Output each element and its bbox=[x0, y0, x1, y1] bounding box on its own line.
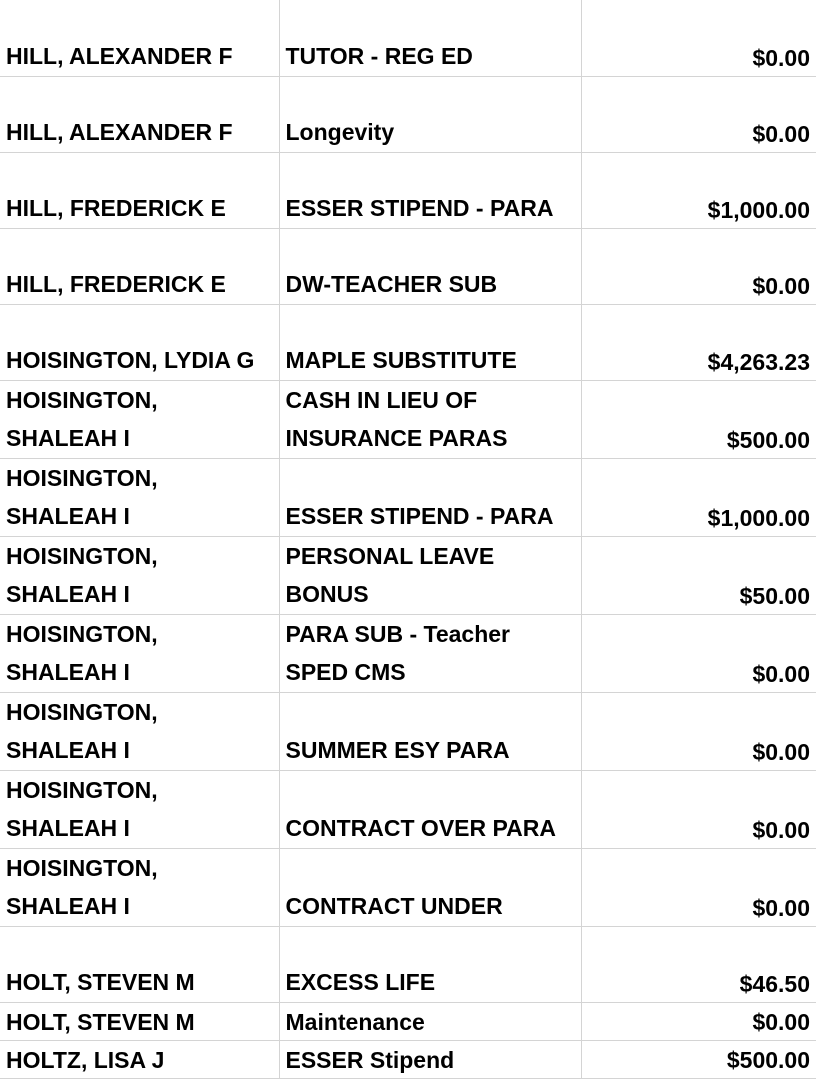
table-row bbox=[0, 152, 816, 228]
pay-description: CONTRACT OVER PARA bbox=[279, 770, 581, 848]
pay-amount: $500.00 bbox=[581, 1040, 816, 1078]
pay-amount: $1,000.00 bbox=[581, 152, 816, 228]
pay-amount: $0.00 bbox=[581, 228, 816, 304]
employee-name: HOLTZ, LISA J bbox=[0, 1040, 279, 1078]
pay-amount: $0.00 bbox=[581, 1002, 816, 1040]
table-row bbox=[0, 1002, 816, 1040]
employee-name: HOISINGTON, SHALEAH I bbox=[0, 770, 279, 848]
pay-amount: $50.00 bbox=[581, 536, 816, 614]
pay-description: CONTRACT UNDER bbox=[279, 848, 581, 926]
pay-description: Longevity bbox=[279, 76, 581, 152]
table-row bbox=[0, 536, 816, 614]
employee-name: HOISINGTON, SHALEAH I bbox=[0, 380, 279, 458]
employee-name: HOISINGTON, SHALEAH I bbox=[0, 848, 279, 926]
table-row bbox=[0, 458, 816, 536]
pay-description: CASH IN LIEU OF INSURANCE PARAS bbox=[279, 380, 581, 458]
employee-name: HOISINGTON, SHALEAH I bbox=[0, 614, 279, 692]
employee-name: HOLT, STEVEN M bbox=[0, 1002, 279, 1040]
pay-description: ESSER STIPEND - PARA bbox=[279, 152, 581, 228]
pay-amount: $4,263.23 bbox=[581, 304, 816, 380]
pay-description: TUTOR - REG ED bbox=[279, 0, 581, 76]
pay-amount: $500.00 bbox=[581, 380, 816, 458]
pay-amount: $0.00 bbox=[581, 848, 816, 926]
pay-amount: $0.00 bbox=[581, 0, 816, 76]
pay-description: SUMMER ESY PARA bbox=[279, 692, 581, 770]
table-row bbox=[0, 228, 816, 304]
table-row bbox=[0, 380, 816, 458]
employee-name: HOISINGTON, LYDIA G bbox=[0, 304, 279, 380]
employee-name: HILL, ALEXANDER F bbox=[0, 76, 279, 152]
table-row bbox=[0, 76, 816, 152]
employee-name: HILL, FREDERICK E bbox=[0, 228, 279, 304]
pay-amount: $0.00 bbox=[581, 76, 816, 152]
pay-amount: $0.00 bbox=[581, 614, 816, 692]
employee-name: HILL, FREDERICK E bbox=[0, 152, 279, 228]
pay-amount: $1,000.00 bbox=[581, 458, 816, 536]
table-row bbox=[0, 692, 816, 770]
table-row bbox=[0, 926, 816, 1002]
pay-description: ESSER STIPEND - PARA bbox=[279, 458, 581, 536]
pay-amount: $46.50 bbox=[581, 926, 816, 1002]
pay-description: MAPLE SUBSTITUTE bbox=[279, 304, 581, 380]
table-row bbox=[0, 1040, 816, 1078]
employee-name: HOLT, STEVEN M bbox=[0, 926, 279, 1002]
employee-name: HOISINGTON, SHALEAH I bbox=[0, 458, 279, 536]
pay-amount: $0.00 bbox=[581, 770, 816, 848]
table-row bbox=[0, 770, 816, 848]
table-row bbox=[0, 304, 816, 380]
pay-amount: $0.00 bbox=[581, 692, 816, 770]
pay-description: PARA SUB - Teacher SPED CMS bbox=[279, 614, 581, 692]
employee-name: HOISINGTON, SHALEAH I bbox=[0, 692, 279, 770]
table-row bbox=[0, 848, 816, 926]
employee-name: HILL, ALEXANDER F bbox=[0, 0, 279, 76]
table-row bbox=[0, 0, 816, 76]
pay-description: DW-TEACHER SUB bbox=[279, 228, 581, 304]
pay-description: EXCESS LIFE bbox=[279, 926, 581, 1002]
employee-name: HOISINGTON, SHALEAH I bbox=[0, 536, 279, 614]
pay-description: ESSER Stipend bbox=[279, 1040, 581, 1078]
pay-description: Maintenance bbox=[279, 1002, 581, 1040]
table-row bbox=[0, 614, 816, 692]
pay-description: PERSONAL LEAVE BONUS bbox=[279, 536, 581, 614]
